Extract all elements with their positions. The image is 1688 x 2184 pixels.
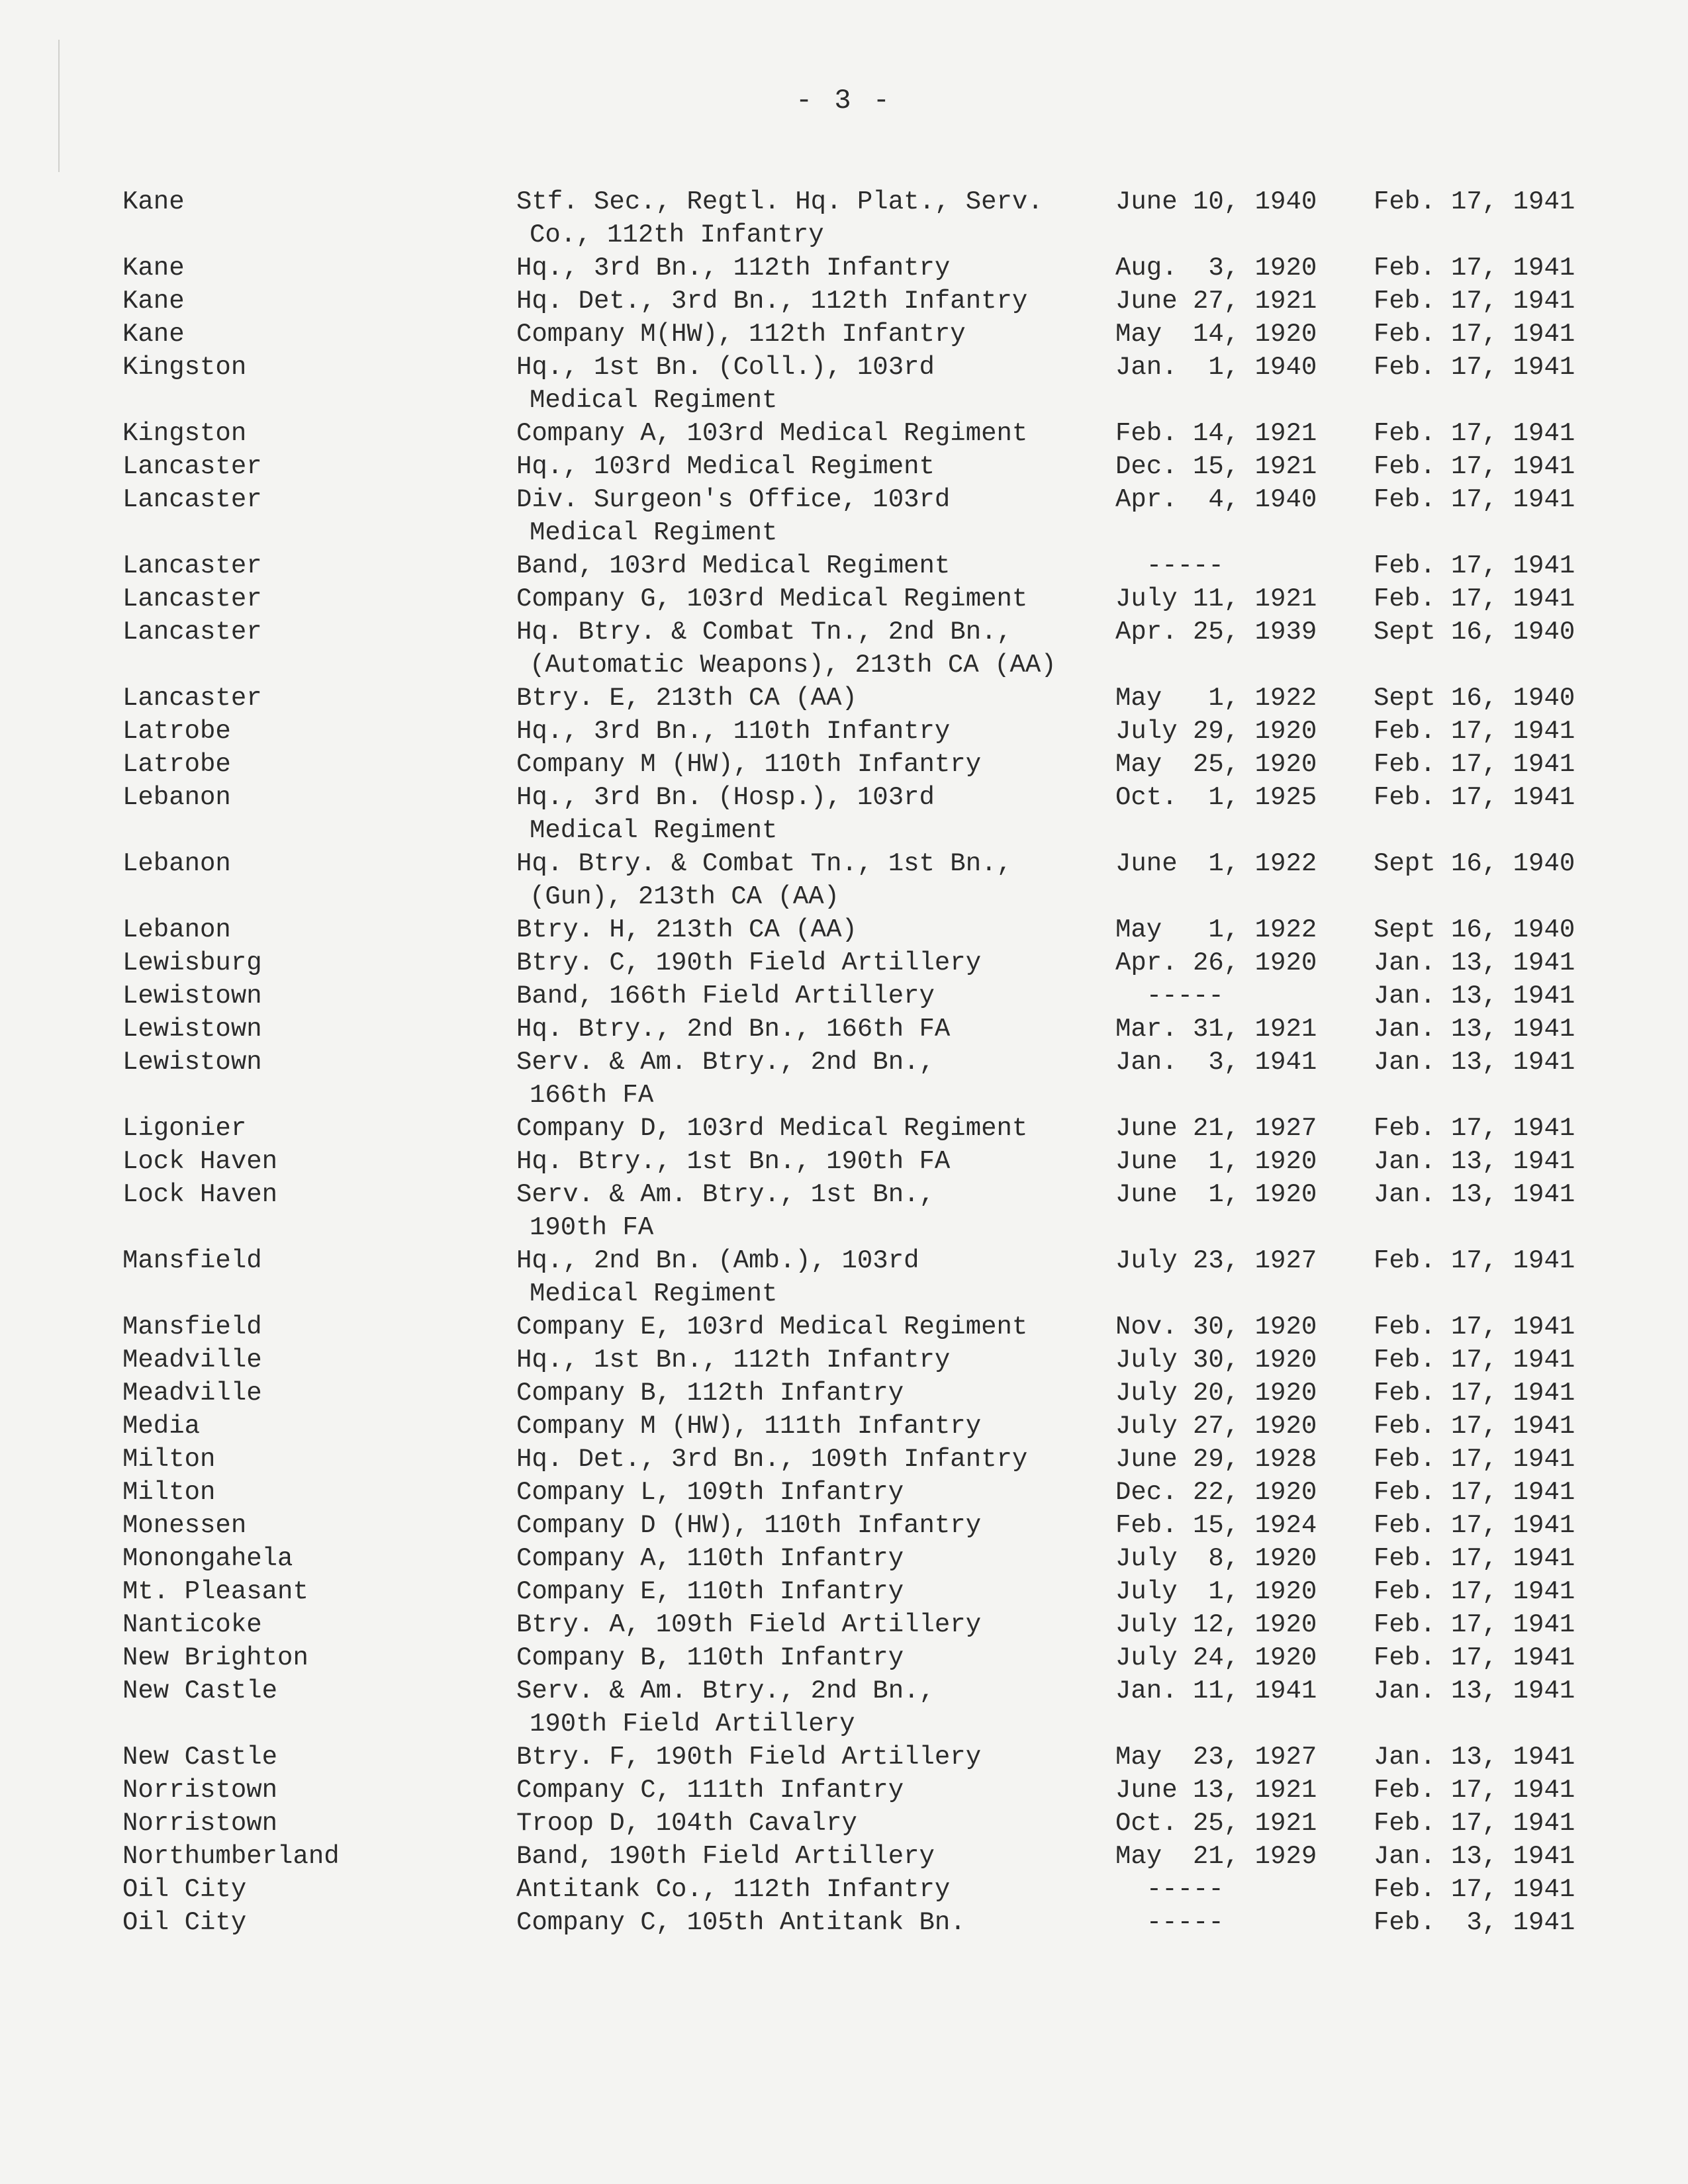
federalized-date: Feb. 3, 1941 (1374, 1908, 1575, 1937)
federalized-date: Sept 16, 1940 (1374, 684, 1575, 713)
federalized-date: Feb. 17, 1941 (1374, 353, 1575, 382)
table-row (0, 1641, 1688, 1674)
station-city: Lock Haven (122, 1147, 278, 1176)
organized-date: June 21, 1927 (1115, 1114, 1317, 1143)
unit-designation (516, 185, 1043, 251)
unit-designation (516, 318, 966, 351)
unit-line-2: Medical Regiment (530, 816, 778, 845)
unit-designation (516, 715, 950, 748)
federalized-date: Feb. 17, 1941 (1374, 1544, 1575, 1573)
unit-line-1: Company G, 103rd Medical Regiment (516, 584, 1028, 614)
unit-designation (516, 1178, 935, 1244)
federalized-date: Jan. 13, 1941 (1374, 1048, 1575, 1077)
federalized-date: Jan. 13, 1941 (1374, 1676, 1575, 1706)
federalized-date: Feb. 17, 1941 (1374, 1809, 1575, 1838)
unit-line-1: Hq., 1st Bn. (Coll.), 103rd (516, 353, 935, 382)
unit-designation (516, 549, 950, 582)
station-city: Mansfield (122, 1246, 262, 1275)
station-city: Mt. Pleasant (122, 1577, 308, 1606)
federalized-date: Feb. 17, 1941 (1374, 320, 1575, 349)
station-city: Kane (122, 187, 185, 216)
unit-designation (516, 847, 1012, 913)
organized-date: July 1, 1920 (1115, 1577, 1317, 1606)
station-city: Nanticoke (122, 1610, 262, 1639)
unit-line-2: (Gun), 213th CA (AA) (530, 882, 840, 911)
unit-designation (516, 1674, 935, 1741)
organized-date: May 1, 1922 (1115, 915, 1317, 944)
federalized-date: Feb. 17, 1941 (1374, 1445, 1575, 1474)
station-city: Lancaster (122, 485, 262, 514)
unit-line-1: Btry. E, 213th CA (AA) (516, 684, 857, 713)
table-row (0, 1244, 1688, 1310)
unit-designation (516, 1774, 904, 1807)
organized-date: Oct. 1, 1925 (1115, 783, 1317, 812)
table-row (0, 1741, 1688, 1774)
table-row (0, 1509, 1688, 1542)
federalized-date: Jan. 13, 1941 (1374, 1147, 1575, 1176)
unit-list (0, 185, 1688, 1939)
unit-designation (516, 1575, 904, 1608)
station-city: Lebanon (122, 915, 231, 944)
organized-date: ----- (1115, 981, 1224, 1011)
federalized-date: Jan. 13, 1941 (1374, 1842, 1575, 1871)
station-city: Mansfield (122, 1312, 262, 1342)
unit-designation (516, 582, 1027, 615)
table-row (0, 351, 1688, 417)
table-row (0, 1046, 1688, 1112)
station-city: Kane (122, 287, 185, 316)
federalized-date: Feb. 17, 1941 (1374, 452, 1575, 481)
table-row (0, 251, 1688, 285)
organized-date: Jan. 1, 1940 (1115, 353, 1317, 382)
station-city: Northumberland (122, 1842, 340, 1871)
unit-designation (516, 1741, 981, 1774)
unit-line-1: Stf. Sec., Regtl. Hq. Plat., Serv. (516, 187, 1043, 216)
table-row (0, 1476, 1688, 1509)
station-city: Lewisburg (122, 948, 262, 978)
table-row (0, 1807, 1688, 1840)
unit-designation (516, 1443, 1027, 1476)
table-row (0, 1377, 1688, 1410)
federalized-date: Feb. 17, 1941 (1374, 783, 1575, 812)
table-row (0, 483, 1688, 549)
station-city: Lewistown (122, 1048, 262, 1077)
unit-designation (516, 1013, 950, 1046)
table-row (0, 1145, 1688, 1178)
table-row (0, 946, 1688, 979)
unit-designation (516, 979, 935, 1013)
unit-designation (516, 483, 950, 549)
unit-designation (516, 913, 857, 946)
unit-line-1: Hq., 3rd Bn., 112th Infantry (516, 253, 951, 283)
unit-line-1: Troop D, 104th Cavalry (516, 1809, 857, 1838)
unit-designation (516, 450, 935, 483)
organized-date: Mar. 31, 1921 (1115, 1015, 1317, 1044)
federalized-date: Jan. 13, 1941 (1374, 1743, 1575, 1772)
organized-date: ----- (1115, 1908, 1224, 1937)
organized-date: Apr. 4, 1940 (1115, 485, 1317, 514)
federalized-date: Feb. 17, 1941 (1374, 584, 1575, 614)
table-row (0, 582, 1688, 615)
federalized-date: Feb. 17, 1941 (1374, 485, 1575, 514)
unit-designation (516, 1873, 950, 1906)
federalized-date: Jan. 13, 1941 (1374, 948, 1575, 978)
page-number: - 3 - (795, 85, 893, 116)
station-city: New Castle (122, 1743, 278, 1772)
organized-date: Apr. 26, 1920 (1115, 948, 1317, 978)
station-city: Kingston (122, 353, 247, 382)
station-city: Lancaster (122, 452, 262, 481)
table-row (0, 1575, 1688, 1608)
unit-line-1: Company M (HW), 110th Infantry (516, 750, 982, 779)
organized-date: Jan. 11, 1941 (1115, 1676, 1317, 1706)
table-row (0, 1774, 1688, 1807)
table-row (0, 285, 1688, 318)
unit-line-1: Serv. & Am. Btry., 2nd Bn., (516, 1676, 935, 1706)
organized-date: ----- (1115, 1875, 1224, 1904)
unit-line-2: Medical Regiment (530, 518, 778, 547)
organized-date: Apr. 25, 1939 (1115, 617, 1317, 647)
table-row (0, 450, 1688, 483)
federalized-date: Feb. 17, 1941 (1374, 1875, 1575, 1904)
federalized-date: Feb. 17, 1941 (1374, 1312, 1575, 1342)
federalized-date: Feb. 17, 1941 (1374, 1345, 1575, 1375)
station-city: Media (122, 1412, 201, 1441)
organized-date: May 23, 1927 (1115, 1743, 1317, 1772)
organized-date: May 25, 1920 (1115, 750, 1317, 779)
unit-line-2: Medical Regiment (530, 386, 778, 415)
organized-date: July 27, 1920 (1115, 1412, 1317, 1441)
unit-line-1: Serv. & Am. Btry., 1st Bn., (516, 1180, 935, 1209)
unit-designation (516, 1509, 981, 1542)
federalized-date: Feb. 17, 1941 (1374, 187, 1575, 216)
unit-line-1: Hq. Btry. & Combat Tn., 1st Bn., (516, 849, 1012, 878)
unit-designation (516, 781, 935, 847)
organized-date: June 29, 1928 (1115, 1445, 1317, 1474)
federalized-date: Feb. 17, 1941 (1374, 253, 1575, 283)
unit-line-1: Antitank Co., 112th Infantry (516, 1875, 951, 1904)
table-row (0, 1310, 1688, 1343)
organized-date: May 14, 1920 (1115, 320, 1317, 349)
organized-date: Dec. 22, 1920 (1115, 1478, 1317, 1507)
table-row (0, 1674, 1688, 1741)
federalized-date: Feb. 17, 1941 (1374, 1643, 1575, 1672)
table-row (0, 549, 1688, 582)
federalized-date: Feb. 17, 1941 (1374, 1379, 1575, 1408)
table-row (0, 417, 1688, 450)
unit-line-1: Serv. & Am. Btry., 2nd Bn., (516, 1048, 935, 1077)
unit-line-1: Company A, 110th Infantry (516, 1544, 904, 1573)
table-row (0, 1178, 1688, 1244)
unit-designation (516, 1244, 919, 1310)
federalized-date: Feb. 17, 1941 (1374, 287, 1575, 316)
table-row (0, 1840, 1688, 1873)
station-city: Monongahela (122, 1544, 293, 1573)
table-row (0, 1443, 1688, 1476)
federalized-date: Jan. 13, 1941 (1374, 981, 1575, 1011)
unit-line-1: Btry. A, 109th Field Artillery (516, 1610, 982, 1639)
federalized-date: Feb. 17, 1941 (1374, 717, 1575, 746)
organized-date: July 20, 1920 (1115, 1379, 1317, 1408)
federalized-date: Feb. 17, 1941 (1374, 1511, 1575, 1540)
table-row (0, 1906, 1688, 1939)
organized-date: July 24, 1920 (1115, 1643, 1317, 1672)
organized-date: Jan. 3, 1941 (1115, 1048, 1317, 1077)
table-row (0, 1343, 1688, 1377)
organized-date: July 11, 1921 (1115, 584, 1317, 614)
unit-line-1: Hq. Btry., 1st Bn., 190th FA (516, 1147, 951, 1176)
unit-line-1: Company M(HW), 112th Infantry (516, 320, 966, 349)
station-city: Kane (122, 320, 185, 349)
table-row (0, 1112, 1688, 1145)
unit-line-1: Company C, 105th Antitank Bn. (516, 1908, 966, 1937)
unit-line-1: Company D (HW), 110th Infantry (516, 1511, 982, 1540)
unit-designation (516, 748, 981, 781)
table-row (0, 781, 1688, 847)
unit-line-2: (Automatic Weapons), 213th CA (AA) (530, 651, 1056, 680)
table-row (0, 318, 1688, 351)
unit-line-2: 190th FA (530, 1213, 654, 1242)
organized-date: June 13, 1921 (1115, 1776, 1317, 1805)
unit-line-1: Hq., 3rd Bn. (Hosp.), 103rd (516, 783, 935, 812)
federalized-date: Feb. 17, 1941 (1374, 1412, 1575, 1441)
organized-date: June 10, 1940 (1115, 187, 1317, 216)
organized-date: June 1, 1920 (1115, 1180, 1317, 1209)
station-city: Lancaster (122, 617, 262, 647)
table-row (0, 682, 1688, 715)
organized-date: July 8, 1920 (1115, 1544, 1317, 1573)
unit-line-2: Medical Regiment (530, 1279, 778, 1308)
unit-line-1: Hq. Det., 3rd Bn., 109th Infantry (516, 1445, 1028, 1474)
unit-line-2: 190th Field Artillery (530, 1709, 855, 1739)
station-city: Lancaster (122, 551, 262, 580)
organized-date: Feb. 15, 1924 (1115, 1511, 1317, 1540)
federalized-date: Feb. 17, 1941 (1374, 750, 1575, 779)
organized-date: July 29, 1920 (1115, 717, 1317, 746)
unit-line-1: Company B, 110th Infantry (516, 1643, 904, 1672)
station-city: Latrobe (122, 717, 231, 746)
unit-line-1: Hq., 2nd Bn. (Amb.), 103rd (516, 1246, 919, 1275)
station-city: Lewistown (122, 1015, 262, 1044)
table-row (0, 1608, 1688, 1641)
federalized-date: Feb. 17, 1941 (1374, 1776, 1575, 1805)
unit-line-1: Band, 166th Field Artillery (516, 981, 935, 1011)
station-city: Meadville (122, 1345, 262, 1375)
unit-designation (516, 1046, 935, 1112)
organized-date: Oct. 25, 1921 (1115, 1809, 1317, 1838)
station-city: Monessen (122, 1511, 247, 1540)
station-city: Ligonier (122, 1114, 247, 1143)
station-city: Lebanon (122, 783, 231, 812)
unit-designation (516, 1476, 904, 1509)
table-row (0, 913, 1688, 946)
federalized-date: Feb. 17, 1941 (1374, 1114, 1575, 1143)
station-city: Lancaster (122, 584, 262, 614)
unit-line-1: Company B, 112th Infantry (516, 1379, 904, 1408)
unit-line-1: Btry. F, 190th Field Artillery (516, 1743, 982, 1772)
table-row (0, 185, 1688, 251)
unit-line-1: Hq. Btry. & Combat Tn., 2nd Bn., (516, 617, 1012, 647)
unit-designation (516, 1807, 857, 1840)
station-city: Latrobe (122, 750, 231, 779)
station-city: Norristown (122, 1809, 278, 1838)
unit-designation (516, 1310, 1027, 1343)
organized-date: May 21, 1929 (1115, 1842, 1317, 1871)
table-row (0, 1410, 1688, 1443)
federalized-date: Feb. 17, 1941 (1374, 1577, 1575, 1606)
federalized-date: Sept 16, 1940 (1374, 849, 1575, 878)
unit-line-1: Company A, 103rd Medical Regiment (516, 419, 1028, 448)
unit-line-2: 166th FA (530, 1081, 654, 1110)
unit-line-1: Band, 190th Field Artillery (516, 1842, 935, 1871)
organized-date: Aug. 3, 1920 (1115, 253, 1317, 283)
station-city: Lewistown (122, 981, 262, 1011)
federalized-date: Sept 16, 1940 (1374, 915, 1575, 944)
table-row (0, 615, 1688, 682)
unit-designation (516, 351, 935, 417)
table-row (0, 1542, 1688, 1575)
unit-designation (516, 285, 1027, 318)
organized-date: July 23, 1927 (1115, 1246, 1317, 1275)
unit-designation (516, 1906, 966, 1939)
unit-designation (516, 682, 857, 715)
unit-line-1: Div. Surgeon's Office, 103rd (516, 485, 951, 514)
organized-date: ----- (1115, 551, 1224, 580)
organized-date: Dec. 15, 1921 (1115, 452, 1317, 481)
unit-line-1: Company E, 110th Infantry (516, 1577, 904, 1606)
unit-line-1: Company D, 103rd Medical Regiment (516, 1114, 1028, 1143)
table-row (0, 1873, 1688, 1906)
federalized-date: Feb. 17, 1941 (1374, 419, 1575, 448)
unit-line-1: Band, 103rd Medical Regiment (516, 551, 951, 580)
organized-date: Feb. 14, 1921 (1115, 419, 1317, 448)
station-city: Lancaster (122, 684, 262, 713)
federalized-date: Feb. 17, 1941 (1374, 1478, 1575, 1507)
station-city: Oil City (122, 1875, 247, 1904)
unit-designation (516, 417, 1027, 450)
unit-line-1: Company E, 103rd Medical Regiment (516, 1312, 1028, 1342)
unit-designation (516, 1840, 935, 1873)
unit-line-1: Hq., 103rd Medical Regiment (516, 452, 935, 481)
unit-designation (516, 1112, 1027, 1145)
unit-line-2: Co., 112th Infantry (530, 220, 824, 250)
unit-designation (516, 615, 1056, 682)
organized-date: May 1, 1922 (1115, 684, 1317, 713)
unit-designation (516, 1542, 904, 1575)
federalized-date: Jan. 13, 1941 (1374, 1180, 1575, 1209)
station-city: Meadville (122, 1379, 262, 1408)
table-row (0, 715, 1688, 748)
station-city: Kane (122, 253, 185, 283)
unit-designation (516, 1145, 950, 1178)
organized-date: July 12, 1920 (1115, 1610, 1317, 1639)
table-row (0, 1013, 1688, 1046)
unit-line-1: Btry. H, 213th CA (AA) (516, 915, 857, 944)
unit-designation (516, 1410, 981, 1443)
unit-designation (516, 1641, 904, 1674)
federalized-date: Jan. 13, 1941 (1374, 1015, 1575, 1044)
table-row (0, 748, 1688, 781)
station-city: Milton (122, 1478, 216, 1507)
unit-line-1: Company M (HW), 111th Infantry (516, 1412, 982, 1441)
unit-line-1: Company L, 109th Infantry (516, 1478, 904, 1507)
unit-designation (516, 946, 981, 979)
station-city: Lebanon (122, 849, 231, 878)
organized-date: June 1, 1920 (1115, 1147, 1317, 1176)
organized-date: July 30, 1920 (1115, 1345, 1317, 1375)
organized-date: June 1, 1922 (1115, 849, 1317, 878)
station-city: New Brighton (122, 1643, 308, 1672)
organized-date: Nov. 30, 1920 (1115, 1312, 1317, 1342)
station-city: Kingston (122, 419, 247, 448)
federalized-date: Sept 16, 1940 (1374, 617, 1575, 647)
table-row (0, 979, 1688, 1013)
federalized-date: Feb. 17, 1941 (1374, 1610, 1575, 1639)
unit-designation (516, 251, 950, 285)
unit-line-1: Hq. Btry., 2nd Bn., 166th FA (516, 1015, 951, 1044)
organized-date: June 27, 1921 (1115, 287, 1317, 316)
table-row (0, 847, 1688, 913)
station-city: Norristown (122, 1776, 278, 1805)
unit-designation (516, 1608, 981, 1641)
unit-line-1: Btry. C, 190th Field Artillery (516, 948, 982, 978)
station-city: Lock Haven (122, 1180, 278, 1209)
station-city: New Castle (122, 1676, 278, 1706)
unit-line-1: Hq. Det., 3rd Bn., 112th Infantry (516, 287, 1028, 316)
unit-line-1: Hq., 3rd Bn., 110th Infantry (516, 717, 951, 746)
federalized-date: Feb. 17, 1941 (1374, 551, 1575, 580)
station-city: Milton (122, 1445, 216, 1474)
unit-designation (516, 1377, 904, 1410)
federalized-date: Feb. 17, 1941 (1374, 1246, 1575, 1275)
station-city: Oil City (122, 1908, 247, 1937)
unit-designation (516, 1343, 950, 1377)
unit-line-1: Hq., 1st Bn., 112th Infantry (516, 1345, 951, 1375)
unit-line-1: Company C, 111th Infantry (516, 1776, 904, 1805)
